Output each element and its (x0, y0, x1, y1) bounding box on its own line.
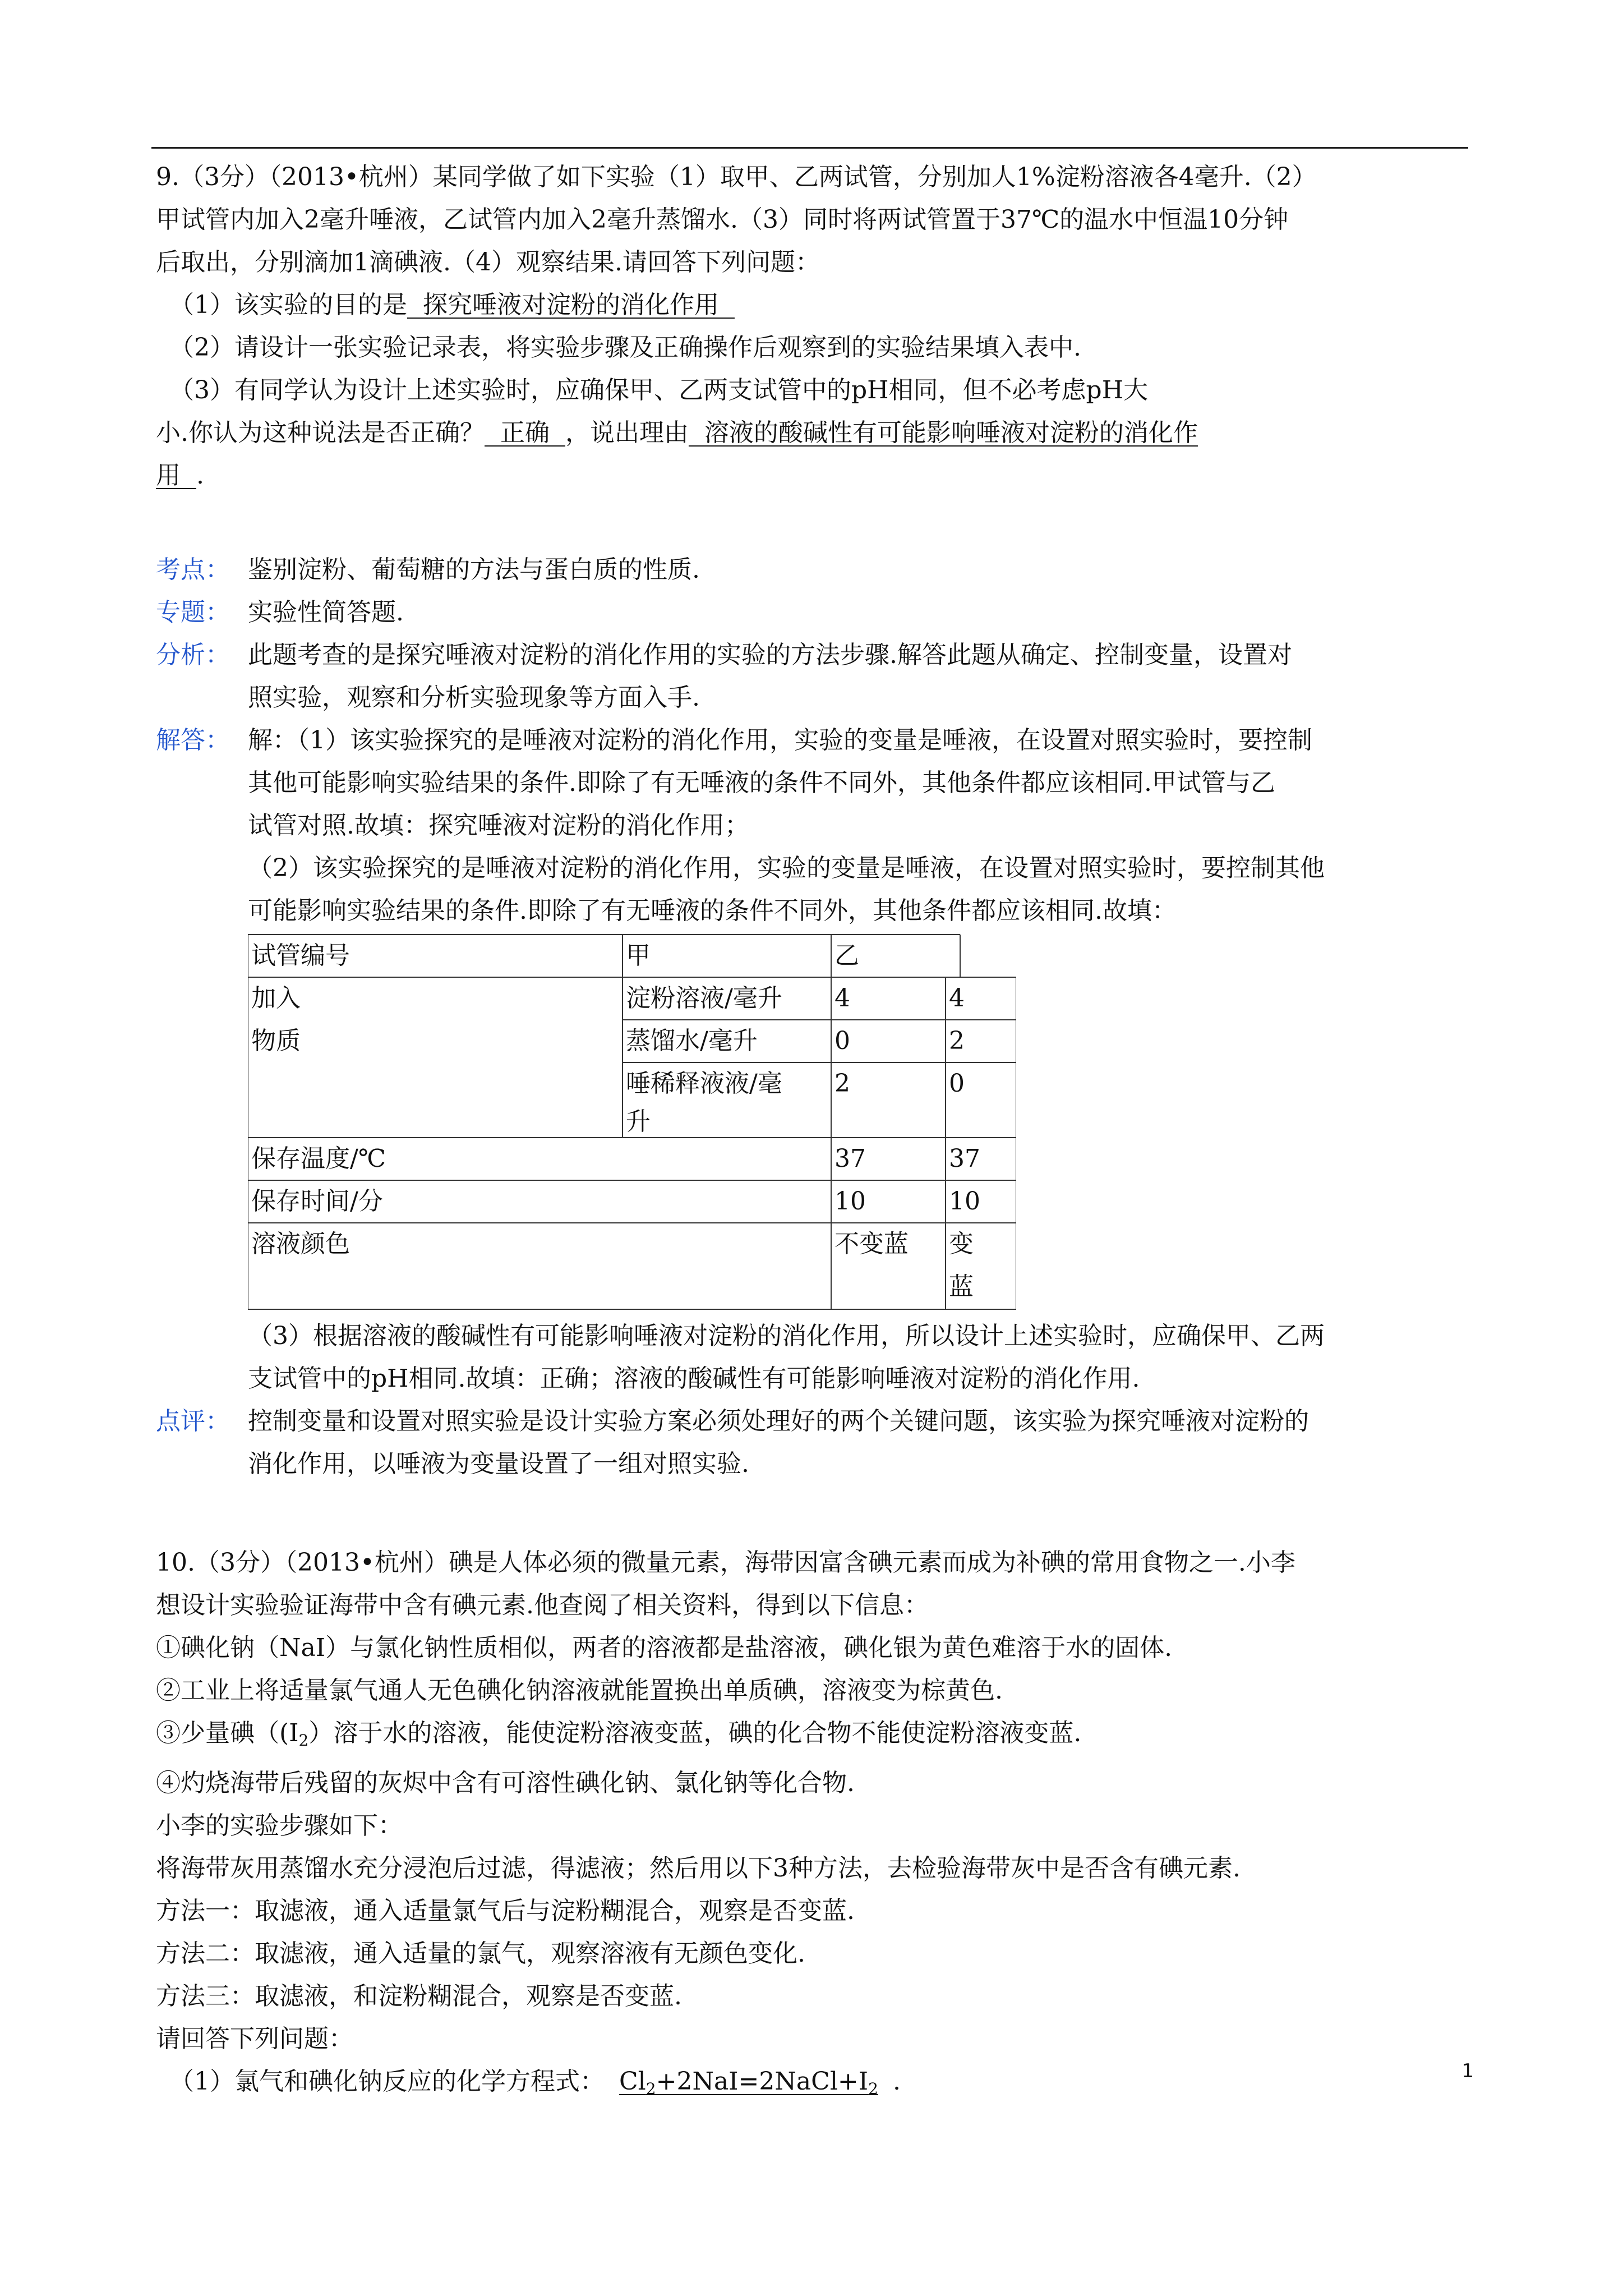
row-color-yi-2: 蓝 (949, 1272, 974, 1301)
dianping-line-2: 消化作用，以唾液为变量设置了一组对照实验. (248, 1450, 749, 1478)
row-starch-yi: 4 (949, 984, 965, 1013)
eq-mid: +2NaI=2NaCl+I (656, 2067, 869, 2096)
q10-sub-1 (156, 2060, 1468, 2110)
row-color-yi-1: 变 (949, 1230, 974, 1258)
page-number: 1 (1461, 2060, 1474, 2082)
q10-info3-sub: 2 (298, 1731, 309, 1750)
q10-info-2: ②工业上将适量氯气通人无色碘化钠溶液就能置换出单质碘，溶液变为棕黄色. (156, 1676, 1003, 1705)
row-time-name: 保存时间/分 (251, 1187, 383, 1216)
row-temp-name: 保存温度/℃ (251, 1144, 386, 1173)
q9-sub-2: （2）请设计一张实验记录表，将实验步骤及正确操作后观察到的实验结果填入表中. (169, 333, 1081, 362)
eq-sub-2: 2 (868, 2079, 878, 2098)
jieda-line-2: 其他可能影响实验结果的条件.即除了有无唾液的条件不同外，其他条件都应该相同.甲试管与乙 (248, 769, 1275, 797)
q10-method-2: 方法二：取滤液，通入适量的氯气，观察溶液有无颜色变化. (156, 1939, 805, 1968)
zhuanti-label: 专题： (156, 598, 230, 627)
row-water-yi: 2 (949, 1027, 965, 1055)
table-header-label: 试管编号 (251, 941, 350, 970)
q9-sub3-text-b: ，说出理由 (565, 418, 689, 447)
jieda-line-7: 支试管中的pH相同.故填：正确；溶液的酸碱性有可能影响唾液对淀粉的消化作用. (248, 1364, 1140, 1393)
document-body (156, 156, 1468, 2110)
q10-info-1: ①碘化钠（NaI）与氯化钠性质相似，两者的溶液都是盐溶液，碘化银为黄色难溶于水的固体. (156, 1634, 1173, 1662)
q9-sub3-answer-1: 正确 (485, 418, 565, 447)
jieda-line-6: （3）根据溶液的酸碱性有可能影响唾液对淀粉的消化作用，所以设计上述实验时，应确保甲、乙两 (248, 1322, 1325, 1350)
row-color-name: 溶液颜色 (251, 1230, 350, 1258)
q9-sub-3-line-2 (156, 412, 1468, 454)
row-saliva-name-2: 升 (626, 1107, 651, 1136)
q9-sub1-prefix: （1）该实验的目的是 (169, 291, 407, 319)
row-temp-jia: 37 (834, 1144, 866, 1173)
q9-sub-1 (156, 284, 1468, 326)
q10-line-1: 10.（3分）（2013•杭州）碘是人体必须的微量元素，海带因富含碘元素而成为补碘的常用食物之一.小李 (156, 1548, 1295, 1577)
row-saliva-yi: 0 (949, 1069, 965, 1098)
table-header-yi: 乙 (834, 941, 859, 970)
row-starch-jia: 4 (834, 984, 850, 1013)
jieda-cont-row (156, 1315, 1468, 1400)
q9-line-1: 9.（3分）（2013•杭州）某同学做了如下实验（1）取甲、乙两试管，分别加人1%淀粉溶液各4毫升.（2） (156, 163, 1317, 191)
add-substance-label-2: 物质 (251, 1027, 301, 1055)
kaodian-label: 考点： (156, 555, 230, 584)
fenxi-label: 分析： (156, 641, 230, 669)
q10-info-4: ④灼烧海带后残留的灰烬中含有可溶性碘化钠、氯化钠等化合物. (156, 1769, 855, 1797)
row-water-jia: 0 (834, 1027, 850, 1055)
q9-sub3-end: . (196, 461, 204, 490)
row-temp-yi: 37 (949, 1144, 980, 1173)
dianping-label: 点评： (156, 1407, 230, 1435)
row-time-jia: 10 (834, 1187, 866, 1216)
add-substance-label-1: 加入 (251, 984, 301, 1013)
jieda-row (156, 719, 1468, 932)
fenxi-line-2: 照实验，观察和分析实验现象等方面入手. (248, 683, 700, 712)
jieda-label: 解答： (156, 726, 230, 754)
q10-sub1-answer (605, 2067, 893, 2096)
q9-sub3-answer-2: 溶液的酸碱性有可能影响唾液对淀粉的消化作 (688, 418, 1198, 447)
row-color-jia: 不变蓝 (834, 1230, 909, 1258)
row-water-name: 蒸馏水/毫升 (626, 1027, 758, 1055)
row-saliva-jia: 2 (834, 1069, 850, 1098)
q10-ask: 请回答下列问题： (156, 2024, 353, 2053)
q10-sub1-prefix: （1）氯气和碘化钠反应的化学方程式： (169, 2067, 605, 2096)
row-saliva-name-1: 唾稀释液液/毫 (626, 1069, 782, 1098)
kaodian-row (156, 549, 1468, 591)
zhuanti-text: 实验性简答题. (248, 598, 404, 627)
q10-method-1: 方法一：取滤液，通入适量氯气后与淀粉糊混合，观察是否变蓝. (156, 1897, 855, 1925)
dianping-row (156, 1400, 1468, 1485)
fenxi-row (156, 634, 1468, 719)
q10-sub1-end: . (892, 2067, 901, 2096)
question-10 (156, 1542, 1468, 2110)
zhuanti-row (156, 591, 1468, 634)
q9-sub-3-line-1: （3）有同学认为设计上述实验时，应确保甲、乙两支试管中的pH相同，但不必考虑pH大 (169, 376, 1149, 404)
q10-info3-a: ③少量碘（(I (156, 1719, 299, 1747)
table-header-jia: 甲 (626, 941, 651, 970)
q10-method-3: 方法三：取滤液，和淀粉糊混合，观察是否变蓝. (156, 1982, 682, 2010)
q9-sub-3-line-3 (156, 454, 1468, 497)
jieda-line-5: 可能影响实验结果的条件.即除了有无唾液的条件不同外，其他条件都应该相同.故填： (248, 896, 1177, 925)
eq-cl: Cl (619, 2067, 646, 2096)
dianping-line-1: 控制变量和设置对照实验是设计实验方案必须处理好的两个关键问题，该实验为探究唾液对淀粉的 (248, 1407, 1309, 1435)
q9-line-2: 甲试管内加入2毫升唾液，乙试管内加入2毫升蒸馏水.（3）同时将两试管置于37℃的温水中恒温10分钟 (156, 205, 1289, 234)
q9-sub3-text-a: 小.你认为这种说法是否正确？ (156, 418, 485, 447)
jieda-line-1: 解：（1）该实验探究的是唾液对淀粉的消化作用，实验的变量是唾液，在设置对照实验时，要控制 (248, 726, 1312, 754)
q9-sub3-answer-2-cont: 用 (156, 461, 196, 490)
fenxi-line-1: 此题考查的是探究唾液对淀粉的消化作用的实验的方法步骤.解答此题从确定、控制变量，设置对 (248, 641, 1292, 669)
row-starch-name: 淀粉溶液/毫升 (626, 984, 782, 1013)
question-9 (156, 156, 1468, 497)
q10-line-2: 想设计实验验证海带中含有碘元素.他查阅了相关资料，得到以下信息： (156, 1591, 929, 1619)
jieda-line-4: （2）该实验探究的是唾液对淀粉的消化作用，实验的变量是唾液，在设置对照实验时，要控制其他 (248, 854, 1325, 882)
row-time-yi: 10 (949, 1187, 980, 1216)
q10-steps-1: 将海带灰用蒸馏水充分浸泡后过滤，得滤液；然后用以下3种方法，去检验海带灰中是否含有碘元素. (156, 1854, 1241, 1883)
header-rule (151, 147, 1468, 149)
q10-info-3 (156, 1712, 1468, 1762)
q9-analysis (156, 549, 1468, 1485)
q9-sub1-answer: 探究唾液对淀粉的消化作用 (407, 291, 735, 319)
q9-line-3: 后取出，分别滴加1滴碘液.（4）观察结果.请回答下列问题： (156, 248, 820, 277)
kaodian-text: 鉴别淀粉、葡萄糖的方法与蛋白质的性质. (248, 555, 700, 584)
eq-sub-1: 2 (645, 2079, 656, 2098)
q10-steps-title: 小李的实验步骤如下： (156, 1811, 403, 1840)
q10-info3-b: ）溶于水的溶液，能使淀粉溶液变蓝，碘的化合物不能使淀粉溶液变蓝. (308, 1719, 1082, 1747)
experiment-record-table (248, 933, 1016, 1310)
jieda-line-3: 试管对照.故填：探究唾液对淀粉的消化作用； (248, 811, 749, 840)
